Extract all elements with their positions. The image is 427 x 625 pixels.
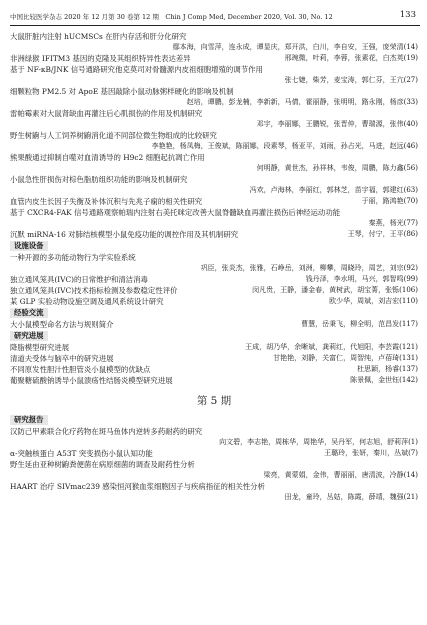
toc-group-review	[10, 342, 418, 386]
toc-entry-title[interactable]: 大小鼠模型命名方法与规则简介	[10, 320, 114, 329]
toc-entry-title[interactable]: 血管内皮生长因子失衡及补体沉积与先兆子痫的相关性研究	[10, 197, 203, 206]
section-row	[10, 330, 418, 342]
header-rule	[10, 25, 420, 26]
toc-entry-title[interactable]: 降脂模型研究进展	[10, 343, 70, 352]
toc-entry-authors: 王璐玲，张妍，秦川，丛斌(7)	[324, 449, 418, 457]
toc-authors-line: 李艳艳，杨凤梅，王俊斌，陈丽娜，段素琴，杨亚平，刘雨，孙占光，马进，赵远(46)	[151, 142, 418, 150]
toc-group-report	[10, 426, 418, 503]
toc-entry-title[interactable]: 大鼠肝脏内注射 hUCMSCs 在肝内存活和肝分化研究	[10, 32, 187, 41]
toc-entry-title[interactable]: 小鼠急性肝损伤对棕色脂肪组织功能的影响及机制研究	[10, 175, 188, 184]
toc-entry	[10, 108, 418, 119]
toc-entry	[10, 207, 418, 218]
section-heading-review: 研究进展	[10, 331, 48, 341]
toc-entry-title[interactable]: HAART 治疗 SIVmac239 感染恒河猴血浆细胞因子与疾病指征的相关性分析	[10, 482, 265, 491]
toc-entry-title[interactable]: 独立通风笼具(IVC)技术指标检测及参数稳定性评价	[10, 286, 178, 295]
toc-entry	[10, 53, 418, 64]
toc-entry	[10, 152, 418, 163]
toc-entry	[10, 296, 418, 307]
toc-entry-title[interactable]: 基于 CXCR4-FAK 信号通路观察帕瑞内注射右美托咪定改善大鼠脊髓缺血再灌注损伤后神经运动功能	[10, 208, 341, 217]
section-row	[10, 307, 418, 319]
toc-entry	[10, 196, 418, 207]
toc-entry-title[interactable]: 雷帕霉素对大鼠肾缺血再灌注后心肌损伤的作用及机制研究	[10, 109, 203, 118]
toc-entry	[10, 459, 418, 470]
toc-entry-title[interactable]: 非洲绿猴 IFITM3 基因的克隆及其组织特异性表达差异	[10, 54, 191, 63]
toc-entry-authors: 曹慧，岳秉飞，柳全明，范昌发(117)	[301, 320, 418, 328]
toc-entry	[10, 353, 418, 364]
toc-entry	[10, 174, 418, 185]
toc-entry-title[interactable]: 基于 NF-κB/JNK 信号通路研究他克莫司对骨髓源内皮祖细胞增殖的调节作用	[10, 65, 263, 74]
toc-authors-line: 鄢本海，向雪萍，连永成，谭显庆，郑开洪，白川，李自安，王强，庞荣清(14)	[172, 43, 418, 51]
toc-entry-authors: 邢琬微，叶莉，李蓉，张素花，白杰英(19)	[284, 54, 418, 62]
toc-entry	[10, 448, 418, 459]
toc-entry-authors: 于丽，路鸿艳(70)	[361, 197, 418, 205]
toc-authors-line: 向文碧，李志艳，周栋华，周艳华，吴丹军，何志旭，舒莉萍(1)	[219, 438, 418, 446]
toc-authors-line: 秦燕，杨光(77)	[368, 219, 418, 227]
toc-entry-title[interactable]: 细颗粒物 PM2.5 对 ApoE 基因敲除小鼠动脉粥样硬化的影响及机制	[10, 87, 234, 96]
toc-authors-line: 何明静，黄世杰，孙祥林，韦俊，周鹏，陈力鑫(56)	[256, 164, 418, 172]
toc-authors-line: 冯欢，卢海林，李丽红，郭林芝，苗宇福，郭建红(63)	[249, 186, 418, 194]
toc-group-experience	[10, 319, 418, 330]
page-number: 133	[399, 10, 416, 20]
toc-entry	[10, 342, 418, 353]
toc-entry-title[interactable]: 独立通风笼具(IVC)的日常维护和清洁消毒	[10, 275, 148, 284]
toc-authors-line: 赵培，谭鹏，彭龙楠，李新新，马倩，霍丽静，张明明，路永刚，杨彦(33)	[186, 98, 418, 106]
issue-title: 第 5 期	[196, 395, 232, 407]
toc-authors-line: 田龙，童玲，丛姑，陈霞，薛靖，魏强(21)	[284, 493, 418, 501]
toc-entry	[10, 426, 418, 437]
toc-entry	[10, 375, 418, 386]
toc-entry-authors: 甘艳艳，刘静，关富仁，周智纯，卢蓓琦(131)	[273, 354, 418, 362]
table-of-contents	[10, 31, 418, 503]
toc-entry	[10, 319, 418, 330]
toc-entry	[10, 252, 418, 263]
toc-entry	[10, 31, 418, 42]
toc-entry	[10, 364, 418, 375]
toc-entry	[10, 481, 418, 492]
toc-entry-title[interactable]: 野生延由亚种树鼩粪便菌在病原细菌的调查及耐药性分析	[10, 460, 195, 469]
toc-entry	[10, 130, 418, 141]
toc-entry-authors: 欧少华，周斌，刘吉宏(110)	[329, 297, 418, 305]
toc-entry-title[interactable]: 不同原发性胆汁性胆管炎小鼠模型的优缺点	[10, 365, 151, 374]
toc-authors-line: 张七婕，柴芳，麦宝涛，郭仁芬，王亢(27)	[284, 76, 418, 84]
toc-entry-title[interactable]: 野生树鼩与人工饲养树鼩消化道不同部位微生物组成的比较研究	[10, 131, 217, 140]
page-header	[10, 0, 420, 26]
toc-entry	[10, 274, 418, 285]
toc-authors-line: 邓宇，李丽娜，王鹏锐，张晋仲，曹瑞源，张伟(40)	[256, 120, 418, 128]
toc-entry-authors: 杜思颖，杨睿(137)	[357, 365, 418, 373]
toc-group-research	[10, 31, 418, 240]
section-heading-facilities: 设施设备	[10, 241, 48, 251]
toc-group-facilities	[10, 252, 418, 307]
toc-entry-title[interactable]: α-突触核蛋白 A53T 突变损伤小鼠认知功能	[10, 449, 153, 458]
toc-entry-title[interactable]: 葡聚糖硫酸钠诱导小鼠溃疡性结肠炎模型研究进展	[10, 376, 173, 385]
toc-entry-title[interactable]: 汉防己甲素联合化疗药物在斑马鱼体内逆转多药耐药的研究	[10, 427, 203, 436]
section-row	[10, 414, 418, 426]
toc-entry-title[interactable]: 一种开源的多功能动物行为学实验系统	[10, 253, 136, 262]
toc-entry-authors: 闵凡贵，王静，潘金春，黄树武，胡宝菁，张铄(106)	[252, 286, 418, 294]
toc-entry-title[interactable]: 清道夫受体与脑卒中的研究进展	[10, 354, 114, 363]
toc-authors-line: 巩臣，张炎杰，张雅，石峥岳，刘洲，柳攀，周晓玲，周艺，刘宗(92)	[200, 264, 418, 272]
toc-entry	[10, 64, 418, 75]
toc-authors-line: 梁亮，黄蒙娟，金伟，曹丽丽，唐清波，冷静(14)	[263, 471, 418, 479]
toc-entry	[10, 86, 418, 97]
toc-entry-title[interactable]: 沉默 miRNA-16 对肺结核模型小鼠免疫功能的调控作用及其机制研究	[10, 230, 239, 239]
section-row	[10, 240, 418, 252]
journal-running-head: 中国比较医学杂志 2020 年 12 月第 30 卷第 12 期 Chin J Comp Med, December 2020, Vol. 30, No. 12	[10, 13, 333, 21]
section-heading-experience: 经验交流	[10, 308, 48, 318]
toc-entry-authors: 陈景佩，金世钰(142)	[350, 376, 418, 384]
toc-entry-authors: 王成，胡乃华，余晰斌，龚莉红，代旭阳，李芸霞(121)	[245, 343, 418, 351]
toc-entry-authors: 王琴，付宁，王平(86)	[347, 230, 418, 238]
section-heading-report: 研究报告	[10, 415, 48, 425]
toc-entry-title[interactable]: 某 GLP 实验动物设施空调及通风系统设计研究	[10, 297, 164, 306]
toc-entry-title[interactable]: 熊果酸通过抑制自噬对血清诱导的 H9c2 细胞起抗凋亡作用	[10, 153, 205, 162]
toc-entry	[10, 285, 418, 296]
toc-entry-authors: 钱丹泽，李水明，马兴，郭智鸣(99)	[305, 275, 418, 283]
toc-entry	[10, 229, 418, 240]
